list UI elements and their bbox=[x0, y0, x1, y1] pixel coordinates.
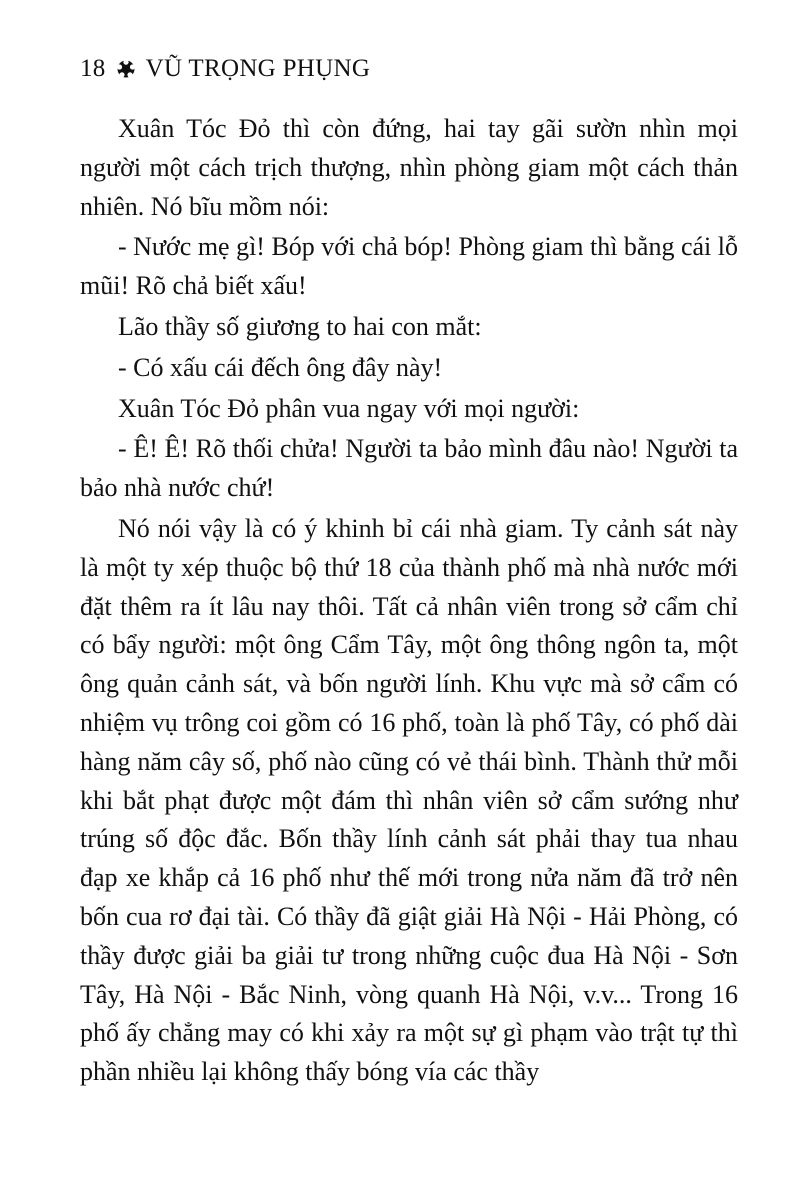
paragraph: - Ê! Ê! Rõ thối chửa! Người ta bảo mình đâu nào! Người ta bảo nhà nước chứ! bbox=[80, 434, 738, 503]
paragraph: Xuân Tóc Đỏ thì còn đứng, hai tay gãi sườn nhìn mọi người một cách trịch thượng, nhìn phòng giam một cách thản nhiên. Nó bĩu mồm nói: bbox=[80, 114, 738, 221]
paragraph: - Nước mẹ gì! Bóp với chả bóp! Phòng giam thì bằng cái lỗ mũi! Rõ chả biết xấu! bbox=[80, 232, 738, 301]
paragraph: - Có xấu cái đếch ông đây này! bbox=[118, 352, 443, 382]
paragraph: Lão thầy số giương to hai con mắt: bbox=[118, 311, 482, 341]
flower-ornament-icon bbox=[116, 59, 136, 79]
page-number: 18 bbox=[80, 55, 106, 82]
body-text bbox=[80, 110, 738, 1092]
running-header bbox=[80, 50, 370, 88]
paragraph: Nó nói vậy là có ý khinh bỉ cái nhà giam. Ty cảnh sát này là một ty xép thuộc bộ thứ 18 của thành phố mà nhà nước mới đặt thêm ra ít lâu nay thôi. Tất cả nhân viên trong sở cẩm chỉ có bẩy người: một ông Cẩm Tây, một ông thông ngôn ta, một ông quản cảnh sát, và bốn người lính. Khu vực mà sở cẩm có nhiệm vụ trông coi gồm có 16 phố, toàn là phố Tây, có phố dài hàng năm cây số, phố nào cũng có vẻ thái bình. Thành thử mỗi khi bắt phạt được một đám thì nhân viên sở cẩm sướng như trúng số độc đắc. Bốn thầy lính cảnh sát phải thay tua nhau đạp xe khắp cả 16 phố như thế mới trong nửa năm đã trở nên bốn cua rơ đại tài. Có thầy đã giật giải Hà Nội - Hải Phòng, có thầy được giải ba giải tư trong những cuộc đua Hà Nội - Sơn Tây, Hà Nội - Bắc Ninh, vòng quanh Hà Nội, v.v... Trong 16 phố ấy chẳng may có khi xảy ra một sự gì phạm vào trật tự thì phần nhiều lại không thấy bóng vía các thầy bbox=[80, 513, 738, 1087]
paragraph: Xuân Tóc Đỏ phân vua ngay với mọi người: bbox=[118, 393, 580, 423]
author-name: VŨ TRỌNG PHỤNG bbox=[145, 55, 371, 82]
